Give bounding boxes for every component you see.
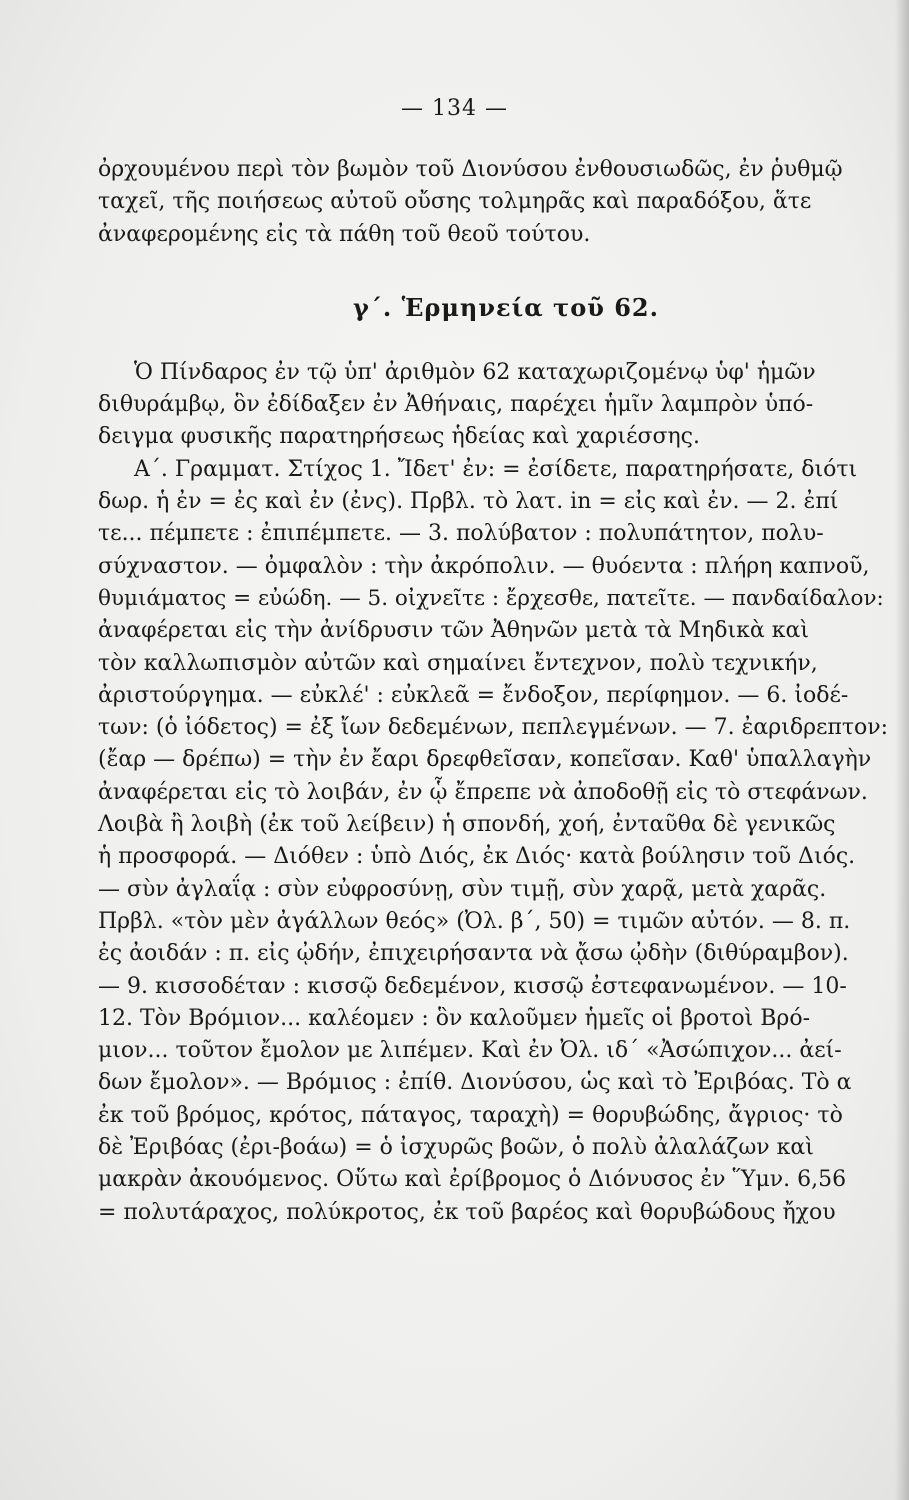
text-line: ἀριστούργημα. — εὐκλέ' : εὐκλεᾶ = ἔνδοξον, περίφημον. — 6. ἰοδέ- bbox=[98, 682, 849, 708]
text-line: Λοιβὰ ἢ λοιβὴ (ἐκ τοῦ λείβειν) ἡ σπονδή, χοή, ἐνταῦθα δὲ γενικῶς bbox=[98, 812, 836, 838]
text-line: δωρ. ἡ ἐν = ἐς καὶ ἐν (ἐνς). Πρβλ. τὸ λατ. in = εἰς καὶ ἐν. — 2. ἐπί bbox=[98, 489, 839, 515]
page-edge-shadow bbox=[895, 0, 909, 1500]
text-line: ἐς ἀοιδάν : π. εἰς ᾠδήν, ἐπιχειρήσαντα νὰ ᾄσω ᾠδὴν (διθύραμβον). bbox=[98, 941, 849, 967]
text-line: ἀναφέρεται εἰς τὸ λοιβάν, ἐν ᾧ ἔπρεπε νὰ ἀποδοθῇ εἰς τὸ στεφάνων. bbox=[98, 779, 868, 805]
text-line: Πρβλ. «τὸν μὲν ἀγάλλων θεός» (Ὀλ. β΄, 50) = τιμῶν αὐτόν. — 8. π. bbox=[98, 908, 851, 934]
text-line: ἡ προσφορά. — Διόθεν : ὑπὸ Διός, ἐκ Διός· κατὰ βούλησιν τοῦ Διός. bbox=[98, 844, 856, 870]
text-line: Α΄. Γραμματ. Στίχος 1. Ἴδετ' ἐν: = ἐσίδετε, παρατηρήσατε, διότι bbox=[134, 456, 858, 482]
text-line: — 9. κισσοδέταν : κισσῷ δεδεμένον, κισσῷ ἐστεφανωμένον. — 10- bbox=[98, 973, 847, 999]
text-line: διθυράμβῳ, ὃν ἐδίδαξεν ἐν Ἀθήναις, παρέχει ἡμῖν λαμπρὸν ὑπό- bbox=[98, 392, 814, 418]
text-line: σύχναστον. — ὀμφαλὸν : τὴν ἀκρόπολιν. — θυόεντα : πλήρη καπνοῦ, bbox=[98, 553, 870, 579]
text-line: δων ἔμολον». — Βρόμιος : ἐπίθ. Διονύσου, ὡς καὶ τὸ Ἐριβόας. Τὸ α bbox=[98, 1070, 852, 1096]
text-line: ἀναφέρεται εἰς τὴν ἀνίδρυσιν τῶν Ἀθηνῶν μετὰ τὰ Μηδικὰ καὶ bbox=[98, 618, 809, 644]
text-line: ἐκ τοῦ βρόμος, κρότος, πάταγος, ταραχὴ) = θορυβώδης, ἄγριος· τὸ bbox=[98, 1102, 843, 1128]
text-line: των: (ὁ ἰόδετος) = ἐξ ἴων δεδεμένων, πεπλεγμένων. — 7. ἐαριδρεπτον: bbox=[98, 715, 889, 741]
text-line: ὀρχουμένου περὶ τὸν βωμὸν τοῦ Διονύσου ἐνθουσιωδῶς, ἐν ῥυθμῷ bbox=[98, 157, 843, 182]
text-line: μακρὰν ἀκουόμενος. Οὕτω καὶ ἐρίβρομος ὁ Διόνυσος ἐν Ὕμν. 6,56 bbox=[98, 1167, 847, 1193]
text-line: δὲ Ἐριβόας (ἐρι-βοάω) = ὁ ἰσχυρῶς βοῶν, ὁ πολὺ ἀλαλάζων καὶ bbox=[98, 1135, 814, 1161]
text-line: θυμιάματος = εὐώδη. — 5. οἰχνεῖτε : ἔρχεσθε, πατεῖτε. — πανδαίδαλον: bbox=[98, 585, 884, 611]
page-body bbox=[98, 154, 894, 1229]
page-number: — 134 — bbox=[401, 96, 508, 121]
text-line: τὸν καλλωπισμὸν αὐτῶν καὶ σημαίνει ἔντεχνον, πολὺ τεχνικήν, bbox=[98, 650, 818, 676]
text-line: — σὺν ἀγλαΐᾳ : σὺν εὐφροσύνῃ, σὺν τιμῇ, σὺν χαρᾷ, μετὰ χαρᾶς. bbox=[98, 876, 827, 902]
section-heading: γ΄. Ἑρμηνεία τοῦ 62. bbox=[353, 292, 659, 322]
text-line: ἀναφερομένης εἰς τὰ πάθη τοῦ θεοῦ τούτου. bbox=[98, 221, 591, 247]
text-line: Ὁ Πίνδαρος ἐν τῷ ὑπ' ἀριθμὸν 62 καταχωριζομένῳ ὑφ' ἡμῶν bbox=[134, 359, 816, 385]
text-line: (ἔαρ — δρέπω) = τὴν ἐν ἔαρι δρεφθεῖσαν, κοπεῖσαν. Καθ' ὑπαλλαγὴν bbox=[98, 747, 872, 773]
text-line: 12. Τὸν Βρόμιον... καλέομεν : ὃν καλοῦμεν ἡμεῖς οἱ βροτοὶ Βρό- bbox=[98, 1005, 811, 1031]
text-line: τε... πέμπετε : ἐπιπέμπετε. — 3. πολύβατον : πολυπάτητον, πολυ- bbox=[98, 521, 824, 547]
text-line: δειγμα φυσικῆς παρατηρήσεως ἡδείας καὶ χαριέσσης. bbox=[98, 424, 700, 450]
text-line: μιον... τοῦτον ἔμολον με λιπέμεν. Καὶ ἐν Ὀλ. ιδ΄ «Ἀσώπιχον... ἀεί- bbox=[98, 1038, 842, 1064]
text-line: = πολυτάραχος, πολύκροτος, ἐκ τοῦ βαρέος καὶ θορυβώδους ἤχου bbox=[98, 1199, 836, 1225]
text-line: ταχεῖ, τῆς ποιήσεως αὐτοῦ οὔσης τολμηρᾶς καὶ παραδόξου, ἅτε bbox=[98, 189, 812, 215]
